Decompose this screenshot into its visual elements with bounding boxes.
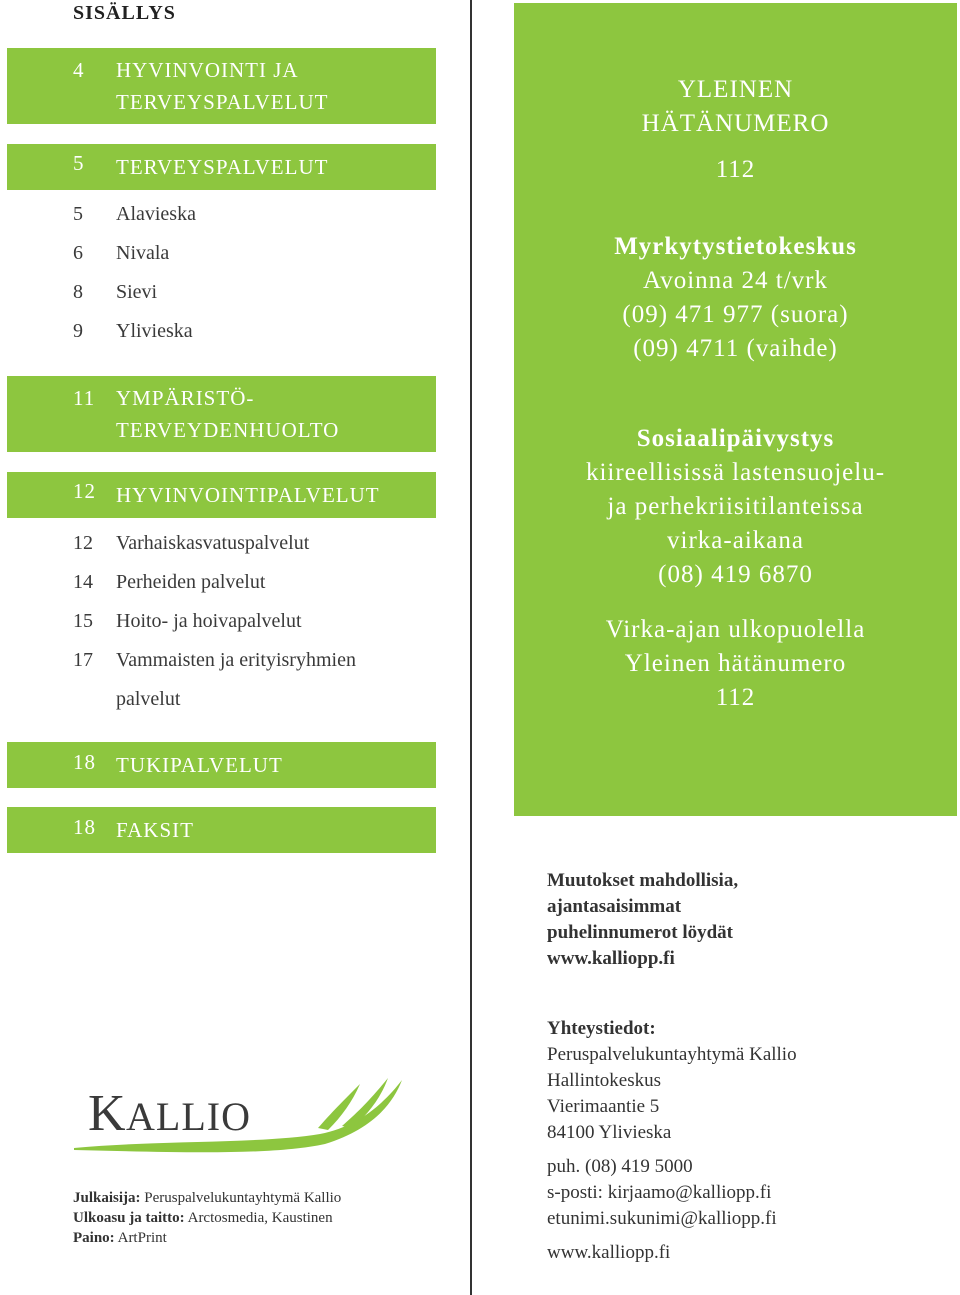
toc-page-number: 12 xyxy=(73,479,96,503)
toc-section-hyvinvointi-ja-terveyspalvelut[interactable] xyxy=(7,48,436,124)
toc-section-terveyspalvelut[interactable] xyxy=(7,144,436,190)
social-emergency-phone: (08) 419 6870 xyxy=(658,561,813,588)
credits-publisher-label: Julkaisija: xyxy=(73,1190,141,1206)
toc-page-number: 4 xyxy=(73,58,85,82)
social-emergency-title: Sosiaalipäivystys xyxy=(636,425,835,452)
credits-layout-label: Ulkoasu ja taitto: xyxy=(73,1210,185,1226)
toc-section-tukipalvelut[interactable] xyxy=(7,742,436,788)
toc-item-label: Perheiden palvelut xyxy=(116,571,266,593)
credits-print-label: Paino: xyxy=(73,1230,115,1246)
kallio-logo xyxy=(70,1072,410,1157)
contact-website-link[interactable]: www.kalliopp.fi xyxy=(547,1242,671,1263)
toc-page-number: 12 xyxy=(73,532,93,554)
contact-phone[interactable]: puh. (08) 419 5000 xyxy=(547,1156,693,1177)
toc-section-label: HYVINVOINTI JA xyxy=(116,58,299,82)
toc-item-label: Varhaiskasvatuspalvelut xyxy=(116,532,310,554)
changes-note xyxy=(547,868,907,972)
toc-section-faksit[interactable] xyxy=(7,807,436,853)
toc-item-label: Vammaisten ja erityisryhmien xyxy=(116,649,356,671)
toc-section-label: HYVINVOINTIPALVELUT xyxy=(116,483,380,507)
toc-item-label: Hoito- ja hoivapalvelut xyxy=(116,610,302,632)
poison-center-direct-phone: (09) 471 977 (suora) xyxy=(622,301,849,328)
column-divider xyxy=(470,0,472,1295)
toc-item-label: Nivala xyxy=(116,242,170,264)
toc-page-number: 9 xyxy=(73,320,83,342)
credits-layout xyxy=(73,1208,341,1228)
emergency-info-box xyxy=(514,3,957,816)
contact-street: Vierimaantie 5 xyxy=(547,1096,660,1117)
contact-title: Yhteystiedot: xyxy=(547,1018,656,1039)
contact-office: Hallintokeskus xyxy=(547,1070,661,1091)
toc-page-number: 5 xyxy=(73,151,85,175)
toc-page-number: 14 xyxy=(73,571,93,593)
credits-layout-value: Arctosmedia, Kaustinen xyxy=(187,1210,333,1226)
note-line: puhelinnumerot löydät xyxy=(547,922,733,943)
credits-print-value: ArtPrint xyxy=(117,1230,167,1246)
credits-print xyxy=(73,1228,341,1248)
after-hours-text: Virka-ajan ulkopuolella xyxy=(605,616,866,643)
toc-page-number: 8 xyxy=(73,281,83,303)
social-emergency-text: ja perhekriisitilanteissa xyxy=(607,493,864,520)
credits-publisher-value: Peruspalvelukuntayhtymä Kallio xyxy=(144,1190,342,1206)
poison-center-hours: Avoinna 24 t/vrk xyxy=(643,267,828,294)
contact-info xyxy=(547,1016,797,1146)
logo-text-rest: ALLIO xyxy=(126,1094,251,1139)
toc-item-label: Sievi xyxy=(116,281,158,303)
toc-section-label: TERVEYSPALVELUT xyxy=(116,155,329,179)
emergency-number: 112 xyxy=(715,156,756,183)
kallio-logo-graphic xyxy=(70,1072,410,1157)
toc-title: SISÄLLYS xyxy=(73,2,176,24)
contact-email[interactable]: s-posti: kirjaamo@kalliopp.fi xyxy=(547,1182,772,1203)
toc-section-label: TERVEYSPALVELUT xyxy=(116,90,329,114)
toc-page-number: 11 xyxy=(73,386,96,410)
credits-publisher xyxy=(73,1188,341,1208)
after-hours-number: 112 xyxy=(715,684,756,711)
toc-item-label: Ylivieska xyxy=(116,320,193,342)
after-hours-text: Yleinen hätänumero xyxy=(624,650,847,677)
poison-center-switchboard-phone: (09) 4711 (vaihde) xyxy=(633,335,838,362)
social-emergency-text: virka-aikana xyxy=(667,527,804,554)
credits xyxy=(73,1188,341,1248)
toc-page-number: 17 xyxy=(73,649,93,671)
emergency-heading: YLEINEN xyxy=(677,76,794,103)
note-line: Muutokset mahdollisia, xyxy=(547,870,739,891)
toc-section-ymparistoterveydenhuolto[interactable] xyxy=(7,376,436,452)
toc-page-number: 15 xyxy=(73,610,93,632)
toc-item-label: Alavieska xyxy=(116,203,196,225)
social-emergency-text: kiireellisissä lastensuojelu- xyxy=(585,459,886,486)
toc-section-label: TUKIPALVELUT xyxy=(116,753,283,777)
toc-page-number: 18 xyxy=(73,815,96,839)
toc-page-number: 6 xyxy=(73,242,83,264)
contact-city: 84100 Ylivieska xyxy=(547,1122,672,1143)
emergency-heading: HÄTÄNUMERO xyxy=(641,110,830,137)
logo-letter-k: K xyxy=(88,1085,126,1142)
toc-section-label: YMPÄRISTÖ- xyxy=(116,386,255,410)
toc-section-label: FAKSIT xyxy=(116,818,194,842)
note-line: ajantasaisimmat xyxy=(547,896,682,917)
toc-item-label: palvelut xyxy=(116,688,181,710)
toc-section-hyvinvointipalvelut[interactable] xyxy=(7,472,436,518)
poison-center-title: Myrkytystietokeskus xyxy=(614,233,857,260)
toc-section-label: TERVEYDENHUOLTO xyxy=(116,418,340,442)
contact-org: Peruspalvelukuntayhtymä Kallio xyxy=(547,1044,797,1065)
note-website-link[interactable]: www.kalliopp.fi xyxy=(547,948,675,969)
toc-page-number: 5 xyxy=(73,203,83,225)
contact-channels xyxy=(547,1154,777,1232)
contact-email-pattern: etunimi.sukunimi@kalliopp.fi xyxy=(547,1208,777,1229)
toc-page-number: 18 xyxy=(73,750,96,774)
